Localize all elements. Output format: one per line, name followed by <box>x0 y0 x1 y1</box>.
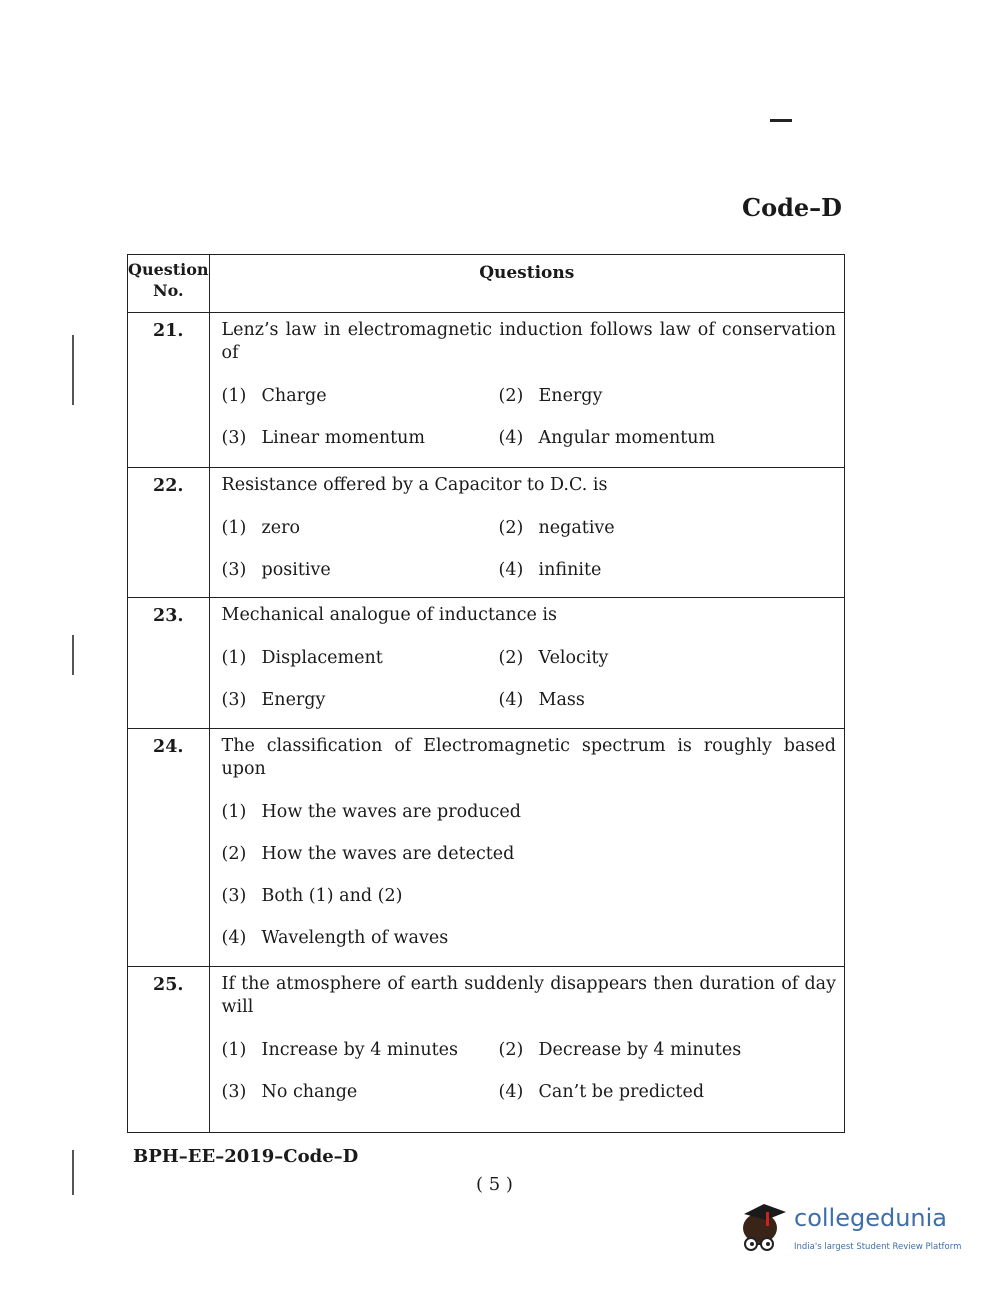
option <box>499 689 836 712</box>
mascot-icon <box>736 1198 792 1258</box>
question-number: 25. <box>128 967 210 1133</box>
option <box>499 647 836 670</box>
option-number: (3) <box>221 886 247 906</box>
question-number: 21. <box>128 313 210 468</box>
option-number: (4) <box>498 428 524 448</box>
option-number: (2) <box>498 386 524 406</box>
option-text: Linear momentum <box>261 428 425 448</box>
option <box>499 385 836 408</box>
option-text: How the waves are detected <box>261 844 515 864</box>
option-number: (3) <box>221 690 247 710</box>
questions-header: Questions <box>209 255 844 313</box>
option-text: zero <box>261 518 301 538</box>
option <box>499 517 836 540</box>
question-row <box>128 598 845 729</box>
margin-line <box>72 635 74 675</box>
question-body <box>209 967 844 1133</box>
option-number: (4) <box>498 560 524 580</box>
question-stem: Lenz’s law in electromagnetic induction follows law of conservation of <box>221 320 836 363</box>
option <box>222 1081 499 1104</box>
footer-paper-code: BPH–EE–2019–Code–D <box>133 1146 359 1167</box>
options-grid <box>222 385 836 450</box>
option-number: (3) <box>221 560 247 580</box>
question-number: 24. <box>128 729 210 967</box>
table-header-row <box>128 255 845 313</box>
option-text: Decrease by 4 minutes <box>538 1040 742 1060</box>
option-text: Mass <box>538 690 585 710</box>
option-number: (3) <box>221 1082 247 1102</box>
option <box>222 885 836 908</box>
question-body <box>209 729 844 967</box>
question-body <box>209 313 844 468</box>
option <box>222 843 836 866</box>
option-text: Energy <box>538 386 603 406</box>
option <box>499 427 836 450</box>
scan-mark <box>770 119 792 122</box>
margin-line <box>72 1150 74 1195</box>
option-text: Displacement <box>261 648 383 668</box>
options-list <box>222 801 836 950</box>
option-number: (1) <box>221 518 247 538</box>
collegedunia-logo <box>736 1198 966 1258</box>
option-number: (2) <box>498 648 524 668</box>
question-no-header: Question No. <box>128 255 210 313</box>
question-number: 23. <box>128 598 210 729</box>
option <box>222 1039 499 1062</box>
question-body <box>209 468 844 598</box>
options-grid <box>222 1039 836 1104</box>
question-row <box>128 967 845 1133</box>
option-number: (3) <box>221 428 247 448</box>
option <box>499 559 836 582</box>
question-table <box>127 254 845 1133</box>
option-text: Velocity <box>538 648 609 668</box>
option <box>222 385 499 408</box>
option <box>222 689 499 712</box>
option-number: (2) <box>221 844 247 864</box>
paper-code-title: Code–D <box>742 193 842 222</box>
option <box>222 427 499 450</box>
option-number: (4) <box>498 1082 524 1102</box>
question-row <box>128 468 845 598</box>
question-row <box>128 313 845 468</box>
margin-line <box>72 335 74 405</box>
option <box>222 927 836 950</box>
options-grid <box>222 517 836 582</box>
question-body <box>209 598 844 729</box>
option-text: negative <box>538 518 615 538</box>
brand-name: collegedunia <box>794 1204 948 1232</box>
option <box>499 1039 836 1062</box>
option-text: Increase by 4 minutes <box>261 1040 459 1060</box>
option-text: Wavelength of waves <box>261 928 449 948</box>
option <box>499 1081 836 1104</box>
option-number: (1) <box>221 386 247 406</box>
question-row <box>128 729 845 967</box>
question-stem: Resistance offered by a Capacitor to D.C. is <box>221 475 608 495</box>
option-text: Both (1) and (2) <box>261 886 403 906</box>
question-stem: Mechanical analogue of inductance is <box>221 605 557 625</box>
question-stem: If the atmosphere of earth suddenly disappears then duration of day will <box>221 974 836 1017</box>
options-grid <box>222 647 836 712</box>
option-number: (1) <box>221 1040 247 1060</box>
option-number: (1) <box>221 648 247 668</box>
option-number: (4) <box>221 928 247 948</box>
brand-tagline: India's largest Student Review Platform <box>794 1242 962 1252</box>
option-text: Can’t be predicted <box>538 1082 705 1102</box>
option-text: Angular momentum <box>538 428 716 448</box>
question-stem: The classification of Electromagnetic spectrum is roughly based upon <box>221 736 836 779</box>
option-text: infinite <box>538 560 602 580</box>
option <box>222 647 499 670</box>
option-number: (4) <box>498 690 524 710</box>
option <box>222 517 499 540</box>
option-number: (1) <box>221 802 247 822</box>
option-number: (2) <box>498 1040 524 1060</box>
option-text: positive <box>261 560 331 580</box>
option-text: How the waves are produced <box>261 802 521 822</box>
option <box>222 559 499 582</box>
option-text: No change <box>261 1082 358 1102</box>
option <box>222 801 836 824</box>
option-number: (2) <box>498 518 524 538</box>
page-number: ( 5 ) <box>476 1174 513 1195</box>
question-number: 22. <box>128 468 210 598</box>
option-text: Energy <box>261 690 326 710</box>
option-text: Charge <box>261 386 327 406</box>
